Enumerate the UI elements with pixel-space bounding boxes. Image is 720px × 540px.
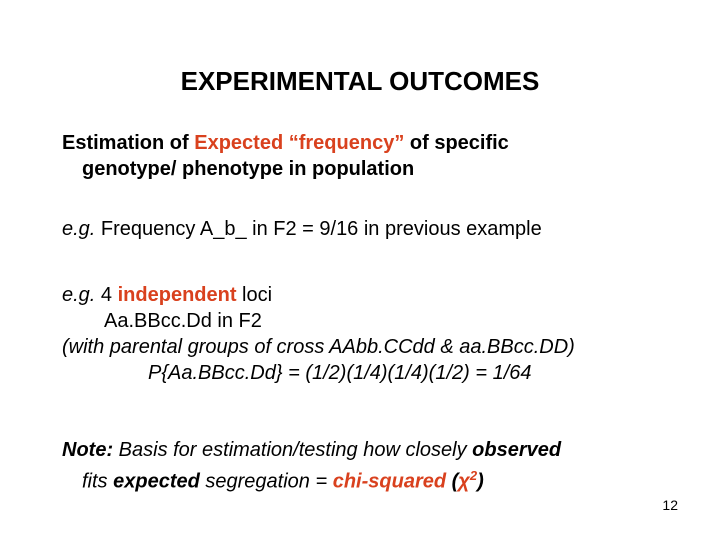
loci-word: loci — [236, 284, 273, 306]
frequency-example-text: Frequency A_b_ in F2 = 9/16 in previous example — [95, 218, 542, 240]
chi-squared-term: chi-squared — [332, 470, 447, 493]
paren-close: ) — [477, 470, 484, 493]
frequency-word: “frequency” — [283, 132, 405, 154]
note-label: Note: — [62, 439, 114, 461]
fits-word: fits — [82, 470, 114, 493]
estimation-text-end: of specific — [404, 132, 509, 154]
independent-word: independent — [117, 284, 237, 306]
note-line-1 — [62, 437, 682, 463]
loci-line-1 — [62, 282, 682, 308]
parental-groups: (with parental groups of cross AAbb.CCdd & aa.BBcc.DD) — [62, 336, 575, 358]
probability-formula: P{Aa.BBcc.Dd} = (1/2)(1/4)(1/4)(1/2) = 1/64 — [148, 362, 532, 384]
segregation-text: segregation = — [199, 470, 333, 493]
chi-superscript: 2 — [469, 468, 478, 483]
note-paragraph — [62, 437, 682, 495]
expected-word: Expected — [194, 132, 284, 154]
estimation-line-2: genotype/ phenotype in population — [82, 158, 415, 180]
observed-word: observed — [472, 439, 562, 461]
expected-bold-word: expected — [113, 470, 200, 493]
eg-label-2: e.g. — [62, 284, 96, 306]
loci-example — [62, 282, 682, 386]
estimation-line-1 — [62, 130, 682, 156]
page-number: 12 — [662, 497, 678, 513]
eg-label: e.g. — [62, 218, 96, 240]
loci-count: 4 — [95, 284, 118, 306]
note-line-2 — [62, 463, 682, 495]
paren-open: ( — [446, 470, 459, 493]
estimation-text: Estimation of — [62, 132, 195, 154]
slide-title: EXPERIMENTAL OUTCOMES — [180, 66, 540, 96]
loci-genotype: Aa.BBcc.Dd in F2 — [104, 310, 262, 332]
chi-symbol: χ — [458, 470, 470, 493]
frequency-example — [62, 216, 682, 242]
note-text: Basis for estimation/testing how closely — [113, 439, 473, 461]
estimation-paragraph — [62, 130, 682, 182]
